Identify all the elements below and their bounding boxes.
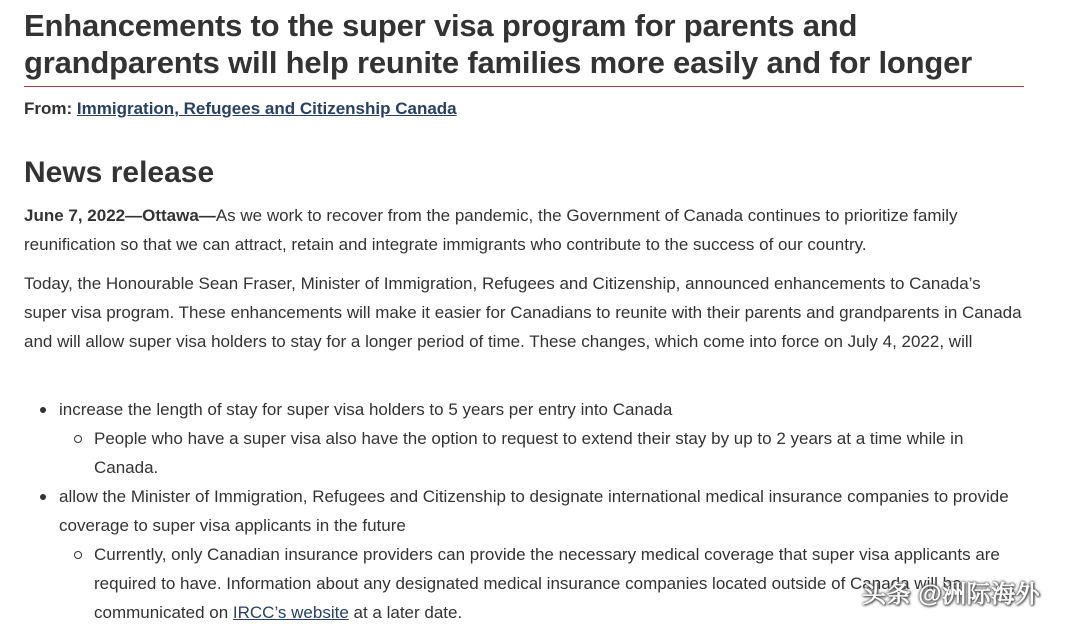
list-item-text: allow the Minister of Immigration, Refugees and Citizenship to designate international medical insurance companies to provide coverage to super visa applicants in the future [59,487,1009,535]
sub-list-item-text-end: at a later date. [348,603,463,622]
bullet-icon [40,494,46,500]
sub-list-item-text: Currently, only Canadian insurance providers can provide the necessary medical coverage that super visa applicants are required to have. Information about any designated medical insurance companies located outside of Canada will be communicated on [94,545,1000,622]
from-line [24,97,457,121]
paragraph-1-text: As we work to recover from the pandemic, the Government of Canada continues to prioritize family reunification so that we can attract, retain and integrate immigrants who contribute to the success of our country. [24,206,958,254]
dateline: June 7, 2022—Ottawa— [24,206,216,225]
from-label: From: [24,99,73,118]
department-link[interactable]: Immigration, Refugees and Citizenship Canada [76,99,457,118]
section-heading: News release [24,156,215,189]
watermark: 头条 @洲际海外 [862,581,1041,608]
circle-bullet-icon [74,435,82,443]
page-title: Enhancements to the super visa program for parents and grandparents will help reunite families more easily and for longer [24,8,973,80]
bullet-icon [40,407,46,413]
paragraph-1 [24,201,1024,259]
list-item [24,395,1024,482]
sub-list-item [24,424,1024,482]
ircc-website-link[interactable]: IRCC’s website [232,603,349,622]
circle-bullet-icon [74,551,82,559]
paragraph-2: Today, the Honourable Sean Fraser, Minister of Immigration, Refugees and Citizenship, announced enhancements to Canada’s super visa program. These enhancements will make it easier for Canadians to reunite with their parents and grandparents in Canada and will allow super visa holders to stay for a longer period of time. These changes, which come into force on July 4, 2022, will [24,274,1022,351]
sub-list-item-text: People who have a super visa also have the option to request to extend their stay by up to 2 years at a time while in Canada. [94,429,964,477]
title-divider [24,86,1024,87]
list-item-text: increase the length of stay for super visa holders to 5 years per entry into Canada [59,400,673,419]
